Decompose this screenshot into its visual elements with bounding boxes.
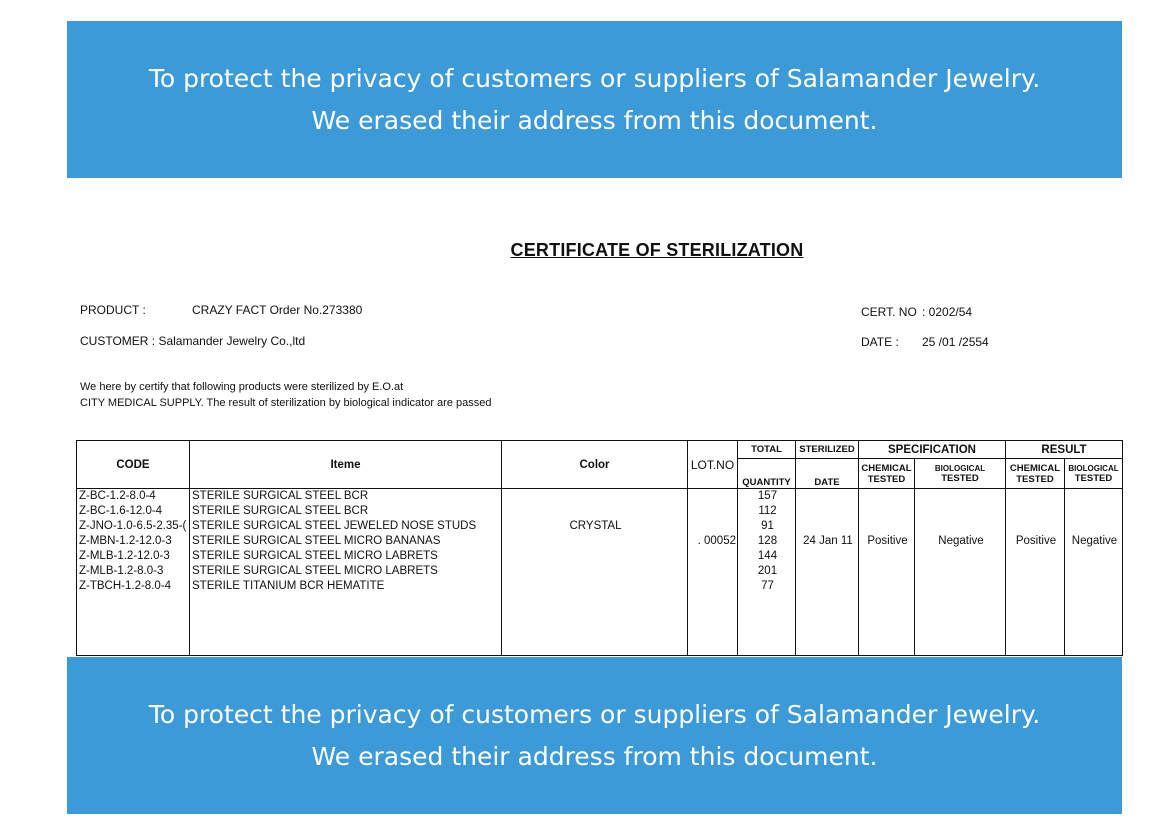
header-result-chemical-tested: TESTED <box>1016 473 1054 485</box>
header-quantity: QUANTITY <box>738 459 796 489</box>
spec-chemical-cell: Positive <box>867 535 908 547</box>
item-column <box>190 489 502 656</box>
code-cell: Z-MBN-1.2-12.0-3 <box>79 535 172 547</box>
result-biological-cell: Negative <box>1071 535 1118 547</box>
item-cell: STERILE SURGICAL STEEL BCR <box>192 505 369 517</box>
header-result: RESULT <box>1006 441 1123 459</box>
color-cell: CRYSTAL <box>569 520 622 532</box>
header-result-biological-tested: TESTED <box>1074 472 1113 484</box>
header-lot-no: LOT.NO <box>688 441 738 489</box>
header-result-biological <box>1065 459 1123 489</box>
spec-biological-cell: Negative <box>938 535 984 547</box>
header-specification: SPECIFICATION <box>859 441 1006 459</box>
privacy-notice-line-1: To protect the privacy of customers or suppliers of Salamander Jewelry. <box>148 699 1041 729</box>
privacy-notice-line-2: We erased their address from this document. <box>311 741 878 771</box>
certification-statement <box>80 379 491 411</box>
product-value: CRAZY FACT Order No.273380 <box>192 303 363 317</box>
statement-line-2: CITY MEDICAL SUPPLY. The result of sterilization by biological indicator are passed <box>80 397 492 409</box>
quantity-cell: 77 <box>761 580 774 592</box>
header-spec-biological-tested: TESTED <box>941 472 979 484</box>
quantity-cell: 91 <box>761 520 774 532</box>
item-cell: STERILE SURGICAL STEEL JEWELED NOSE STUDS <box>192 520 477 532</box>
item-cell: STERILE SURGICAL STEEL BCR <box>192 490 369 502</box>
header-result-biological-label: BIOLOGICAL <box>1068 463 1119 473</box>
code-cell: Z-TBCH-1.2-8.0-4 <box>79 580 172 592</box>
statement-line-1: We here by certify that following products were sterilized by E.O.at <box>80 381 404 393</box>
date-value: 25 /01 /2554 <box>922 335 989 349</box>
code-cell: Z-JNO-1.0-6.5-2.35-( <box>79 520 187 532</box>
header-spec-chemical-label: CHEMICAL <box>861 462 912 474</box>
code-cell: Z-BC-1.6-12.0-4 <box>79 505 163 517</box>
header-total: TOTAL <box>738 441 796 459</box>
lot-column <box>688 489 738 656</box>
product-label: PRODUCT : <box>80 303 146 317</box>
certificate-title: CERTIFICATE OF STERILIZATION <box>510 240 804 260</box>
item-cell: STERILE TITANIUM BCR HEMATITE <box>192 580 385 592</box>
header-item: Iteme <box>190 441 502 489</box>
spec-biological-column <box>915 489 1006 656</box>
result-chemical-column <box>1006 489 1065 656</box>
result-biological-column <box>1065 489 1123 656</box>
header-result-chemical-label: CHEMICAL <box>1009 462 1061 474</box>
cert-no-value: : 0202/54 <box>922 305 973 319</box>
quantity-column <box>738 489 796 656</box>
color-column <box>502 489 688 656</box>
privacy-notice-banner <box>67 21 1122 178</box>
header-date: DATE <box>796 459 859 489</box>
privacy-notice-banner-bottom <box>67 657 1122 814</box>
cert-no-label: CERT. NO <box>861 305 917 319</box>
customer-field: CUSTOMER : Salamander Jewelry Co.,ltd <box>80 334 306 348</box>
quantity-cell: 144 <box>757 550 778 562</box>
privacy-notice-line-1: To protect the privacy of customers or suppliers of Salamander Jewelry. <box>148 63 1041 93</box>
sterilized-date-column <box>796 489 859 656</box>
item-cell: STERILE SURGICAL STEEL MICRO LABRETS <box>192 565 438 577</box>
quantity-cell: 112 <box>758 505 777 517</box>
spec-chemical-column <box>859 489 915 656</box>
quantity-cell: 128 <box>757 535 778 547</box>
date-label: DATE : <box>861 335 899 349</box>
item-cell: STERILE SURGICAL STEEL MICRO BANANAS <box>192 535 441 547</box>
quantity-cell: 201 <box>757 565 778 577</box>
code-cell: Z-MLB-1.2-12.0-3 <box>79 550 170 562</box>
header-spec-biological <box>915 459 1006 489</box>
quantity-cell: 157 <box>757 490 778 502</box>
header-sterilized: STERILIZED <box>796 441 859 459</box>
code-cell: Z-MLB-1.2-8.0-3 <box>79 565 164 577</box>
header-color: Color <box>502 441 688 489</box>
result-chemical-cell: Positive <box>1015 535 1057 547</box>
header-spec-chemical <box>859 459 915 489</box>
header-spec-biological-label: BIOLOGICAL <box>934 463 986 473</box>
header-code: CODE <box>77 441 190 489</box>
sterilization-table <box>76 440 1123 656</box>
code-column <box>77 489 190 656</box>
code-cell: Z-BC-1.2-8.0-4 <box>79 490 156 502</box>
item-cell: STERILE SURGICAL STEEL MICRO LABRETS <box>192 550 438 562</box>
lot-cell: . 00052 <box>697 535 736 547</box>
sterilized-date-cell: 24 Jan 11 <box>803 535 853 547</box>
privacy-notice-line-2: We erased their address from this document. <box>311 105 878 135</box>
header-spec-chemical-tested: TESTED <box>867 473 906 485</box>
header-result-chemical <box>1006 459 1065 489</box>
